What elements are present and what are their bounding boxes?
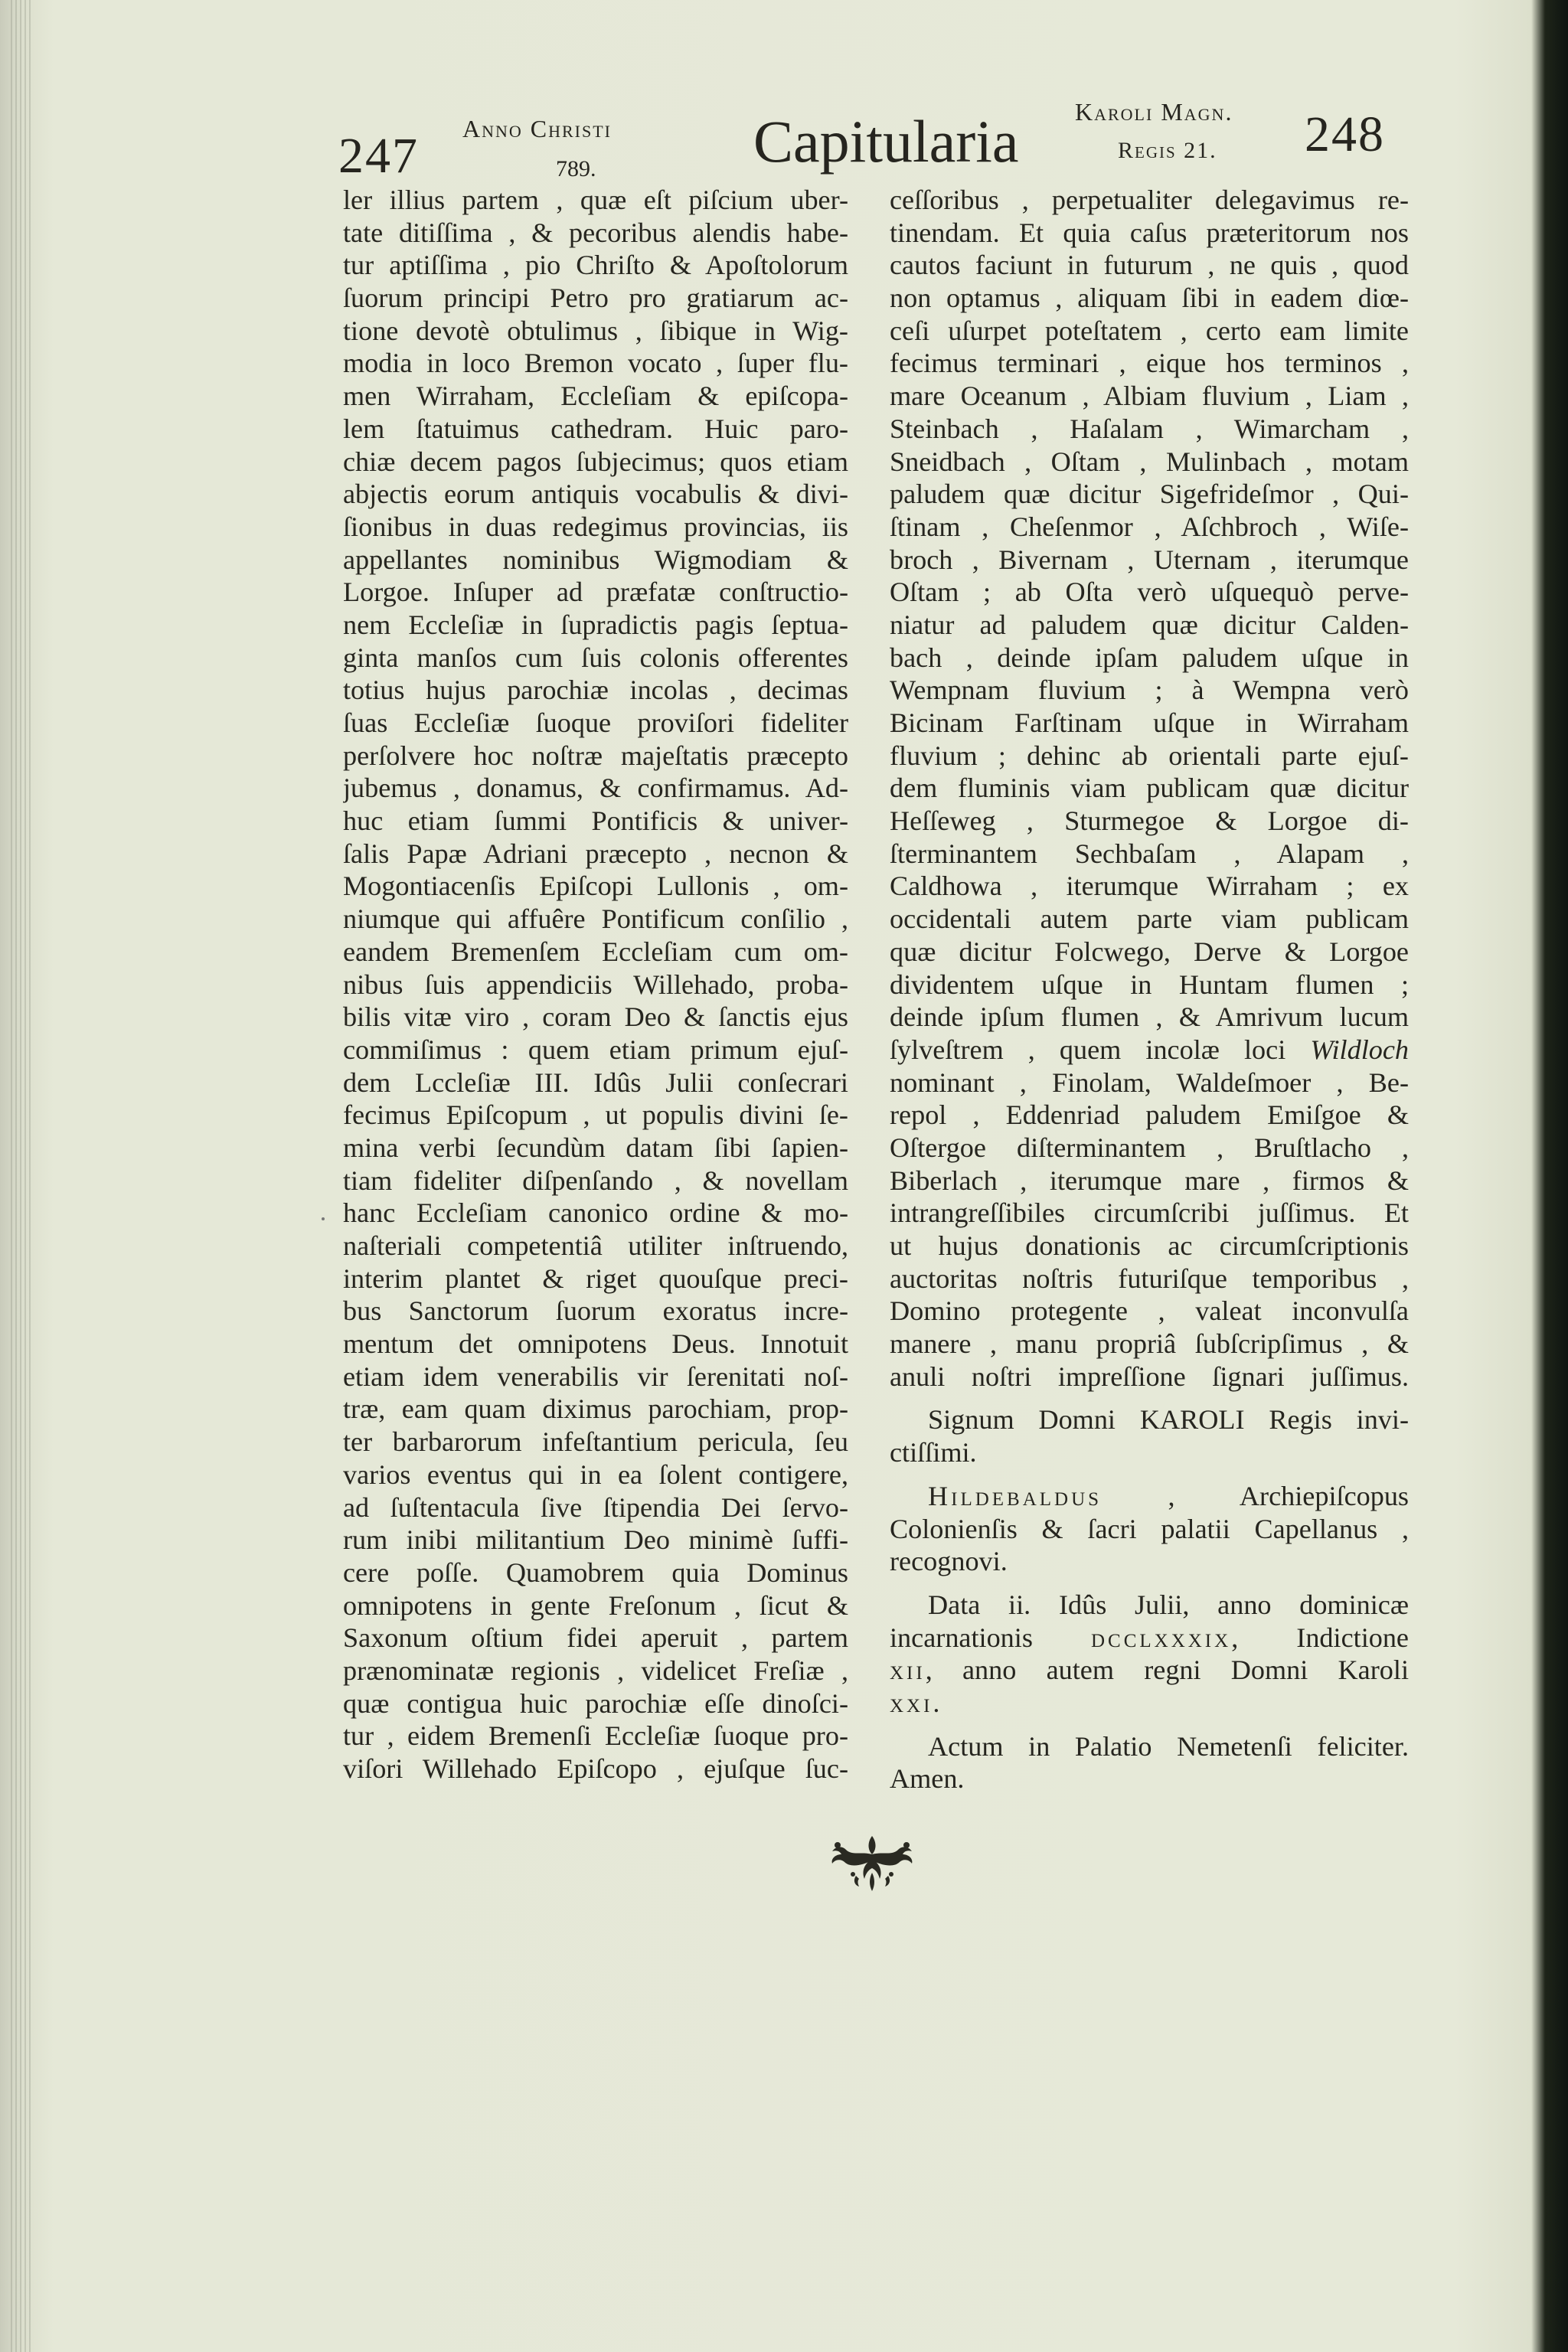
text-line: Sneidbach , Oſtam , Mulinbach , motam	[890, 446, 1409, 477]
text-line: totius hujus parochiæ incolas , decimas	[343, 675, 848, 706]
text-line: bach , deinde ipſam paludem uſque in	[890, 642, 1409, 673]
regnal-year-roman: xxi.	[890, 1687, 943, 1718]
text-line: Steinbach , Haſalam , Wimarcham ,	[890, 413, 1409, 444]
text-line: cere poſſe. Quamobrem quia Dominus	[343, 1557, 848, 1588]
text-line: ſuas Eccleſiæ ſuoque proviſori fideliter	[343, 707, 848, 738]
year-roman: dcclxxxix	[1090, 1622, 1232, 1653]
text-line: interim plantet & riget quouſque preci-	[343, 1263, 848, 1294]
paragraph-gap	[890, 1720, 1409, 1730]
text-line: træ, eam quam diximus parochiam, prop-	[343, 1393, 848, 1425]
running-title: Capitularia	[753, 108, 1019, 175]
text-line: deinde ipſum flumen , & Amrivum lucum	[890, 1001, 1409, 1033]
text-line: ter barbarorum infeſtantium pericula, ſeu	[343, 1426, 848, 1458]
text-line: paludem quæ dicitur Sigefrideſmor , Qui-	[890, 479, 1409, 510]
text-line: niumque qui affuêre Pontificum conſilio ,	[343, 903, 848, 935]
amen-text: Amen.	[890, 1763, 965, 1795]
text-line: tione devotè obtulimus , ſibique in Wig-	[343, 315, 848, 346]
text-line: dem fluminis viam publicam quæ dicitur	[890, 773, 1409, 804]
text-line: intrangreſſibiles circumſcribi juſſimus. Et	[890, 1197, 1409, 1229]
text-line: nem Eccleſiæ in ſupradictis pagis ſeptua-	[343, 609, 848, 640]
text-line: Saxonum oſtium fidei aperuit , partem	[343, 1622, 848, 1654]
text-line: Oſtergoe diſterminantem , Bruſtlacho ,	[890, 1132, 1409, 1163]
hildebaldus-line-2	[890, 1513, 1409, 1546]
hildebaldus-office: Colonienſis & ſacri palatii Capellanus ,	[890, 1513, 1409, 1544]
text-line: men Wirraham, Eccleſiam & epiſcopa-	[343, 381, 848, 412]
text-line: modia in loco Bremon vocato , ſuper flu-	[343, 348, 848, 379]
hildebaldus-line-3	[890, 1545, 1409, 1578]
paragraph-gap	[890, 1578, 1409, 1589]
text-line: mentum det omnipotens Deus. Innotuit	[343, 1328, 848, 1360]
text-line: tur aptiſſima , pio Chriſto & Apoſtolorum	[343, 250, 848, 281]
text-line: mare Oceanum , Albiam fluvium , Liam ,	[890, 381, 1409, 412]
text-line: nibus ſuis appendiciis Willehado, proba-	[343, 969, 848, 1000]
text-line: Domino protegente , valeat inconvulſa	[890, 1295, 1409, 1327]
text-line: ſterminantem Sechbaſam , Alapam ,	[890, 838, 1409, 869]
text-line: ſalis Papæ Adriani præcepto , necnon &	[343, 838, 848, 869]
text-line: chiæ decem pagos ſubjecimus; quos etiam	[343, 446, 848, 477]
text-line: ſtinam , Cheſenmor , Aſchbroch , Wiſe-	[890, 511, 1409, 542]
text-line: bus Sanctorum ſuorum exoratus incre-	[343, 1295, 848, 1327]
text-line: occidentali autem parte viam publicam	[890, 903, 1409, 935]
text-line: bilis vitæ viro , coram Deo & ſanctis ejus	[343, 1001, 848, 1033]
indictione-text: , Indictione	[1231, 1622, 1409, 1653]
text-line: Lorgoe. Inſuper ad præfatæ conſtructio-	[343, 577, 848, 608]
regni-text: , anno autem regni Domni Karoli	[925, 1655, 1409, 1686]
text-line: dividentem uſque in Huntam flumen ;	[890, 969, 1409, 1000]
hildebaldus-line	[890, 1480, 1409, 1513]
recognovi-text: recognovi.	[890, 1546, 1008, 1577]
running-header	[0, 0, 1568, 184]
text-line: hanc Eccleſiam canonico ordine & mo-	[343, 1197, 848, 1229]
left-page-number: 247	[338, 128, 419, 184]
text-line: jubemus , donamus, & confirmamus. Ad-	[343, 773, 848, 804]
text-line: Caldhowa , iterumque Wirraham ; ex	[890, 871, 1409, 902]
actum-line	[890, 1730, 1409, 1763]
text-line: ſionibus in duas redegimus provincias, iis	[343, 511, 848, 542]
text-line: eandem Bremenſem Eccleſiam cum om-	[343, 936, 848, 967]
text-line: broch , Bivernam , Uternam , iterumque	[890, 544, 1409, 575]
text-line: ceſi uſurpet poteſtatem , certo eam limite	[890, 315, 1409, 346]
text-line: Oſtam ; ab Oſta verò uſquequò perve-	[890, 577, 1409, 608]
text-line: fluvium ; dehinc ab orientali parte ejuſ-	[890, 740, 1409, 771]
data-text: Data ii. Idûs Julii, anno dominicæ	[928, 1589, 1409, 1620]
text-line: tate ditiſſima , & pecoribus alendis habe-	[343, 217, 848, 248]
signum-text-end: ctiſſimi.	[890, 1437, 977, 1468]
text-line: fecimus Epiſcopum , ut populis divini ſe-	[343, 1099, 848, 1131]
text-line: prænominatæ regionis , videlicet Freſiæ ,	[343, 1655, 848, 1686]
paragraph-gap	[890, 1393, 1409, 1403]
regis-label: Regis 21.	[1118, 138, 1217, 163]
data-line-2	[890, 1622, 1409, 1655]
text-line: ceſſoribus , perpetualiter delegavimus re-	[890, 185, 1409, 215]
actum-text: Actum in Palatio Nemetenſi feliciter.	[928, 1730, 1409, 1762]
text-line: ginta manſos cum ſuis colonis offerentes	[343, 642, 848, 673]
text-line: commiſimus : quem etiam primum ejuſ-	[343, 1034, 848, 1065]
text-line: tiam fideliter diſpenſando , & novellam	[343, 1165, 848, 1196]
text-line: Mogontiacenſis Epiſcopi Lullonis , om-	[343, 871, 848, 902]
hildebaldus-name: Hildebaldus	[928, 1480, 1102, 1511]
text-line: tur , eidem Bremenſi Eccleſiæ ſuoque pro-	[343, 1720, 848, 1752]
paragraph-gap	[890, 1469, 1409, 1480]
fleuron-ornament	[822, 1828, 922, 1897]
page-edge	[11, 0, 31, 2352]
text-line: niatur ad paludem quæ dicitur Calden-	[890, 609, 1409, 640]
signum-line	[890, 1403, 1409, 1436]
charter-text	[890, 184, 1409, 1403]
text-line: Bicinam Farſtinam uſque in Wirraham	[890, 707, 1409, 738]
text-line: lem ſtatuimus cathedram. Huic paro-	[343, 413, 848, 444]
anno-year: 789.	[556, 156, 596, 181]
text-line: tinendam. Et quia caſus præteritorum nos	[890, 217, 1409, 248]
incarnationis-text: incarnationis	[890, 1622, 1033, 1653]
text-line: varios eventus qui in ea ſolent contigere,	[343, 1459, 848, 1490]
text-line: mina verbi ſecundùm datam ſibi ſapien-	[343, 1132, 848, 1163]
text-line: auctoritas noſtris futuriſque temporibus ,	[890, 1263, 1409, 1294]
text-line: etiam idem venerabilis vir ſerenitati noſ-	[343, 1361, 848, 1392]
hildebaldus-title: , Archiepiſcopus	[1168, 1480, 1409, 1511]
text-line: nominant , Finolam, Waldeſmoer , Be-	[890, 1067, 1409, 1098]
text-line: appellantes nominibus Wigmodiam &	[343, 544, 848, 575]
right-page-number: 248	[1305, 106, 1385, 162]
data-line-4	[890, 1687, 1409, 1720]
text-line: cautos faciunt in futurum , ne quis , quod	[890, 250, 1409, 281]
text-line: ſuorum principi Petro pro gratiarum ac-	[343, 283, 848, 314]
data-line-3	[890, 1654, 1409, 1687]
text-line: quæ contigua huic parochiæ eſſe dinoſci-	[343, 1687, 848, 1719]
indiction-roman: xii	[890, 1655, 926, 1686]
king-label: Karoli Magn.	[1075, 98, 1233, 126]
text-line: ad ſuſtentacula ſive ſtipendia Dei ſervo-	[343, 1491, 848, 1523]
text-line: viſori Willehado Epiſcopo , ejuſque ſuc-	[343, 1753, 848, 1784]
left-text-column	[343, 184, 848, 1785]
actum-line-2	[890, 1762, 1409, 1795]
text-line: rum inibi militantium Deo minimè ſuffi-	[343, 1524, 848, 1556]
text-line: ut hujus donationis ac circumſcriptionis	[890, 1230, 1409, 1261]
text-fragment: ſylveſtrem , quem incolæ loci	[890, 1034, 1286, 1065]
text-line: non optamus , aliquam ſibi in eadem diœ-	[890, 283, 1409, 314]
text-line: abjectis eorum antiquis vocabulis & divi-	[343, 479, 848, 510]
text-line: ler illius partem , quæ eſt piſcium uber-	[343, 185, 848, 215]
paper-speck	[322, 1217, 325, 1220]
text-line: huc etiam ſummi Pontificis & univer-	[343, 805, 848, 837]
text-line: repol , Eddenriad paludem Emiſgoe &	[890, 1099, 1409, 1131]
text-line: perſolvere hoc noſtræ majeſtatis præcepto	[343, 740, 848, 771]
signum-line-2	[890, 1436, 1409, 1469]
data-line	[890, 1589, 1409, 1622]
text-line: omnipotens in gente Freſonum , ſicut &	[343, 1589, 848, 1621]
text-line: anuli noſtri impreſſione ſignari juſſimus.	[890, 1361, 1409, 1392]
signum-text: Signum Domni KAROLI Regis invi-	[928, 1404, 1409, 1436]
text-line: Heſſeweg , Sturmegoe & Lorgoe di-	[890, 805, 1409, 837]
text-line: fecimus terminari , eique hos terminos ,	[890, 348, 1409, 379]
text-line: Wempnam fluvium ; à Wempna verò	[890, 675, 1409, 706]
text-line: dem Lccleſiæ III. Idûs Julii conſecrari	[343, 1067, 848, 1098]
text-line: manere , manu propriâ ſubſcripſimus , &	[890, 1328, 1409, 1360]
text-line: Biberlach , iterumque mare , firmos &	[890, 1165, 1409, 1196]
text-line: quæ dicitur Folcwego, Derve & Lorgoe	[890, 936, 1409, 967]
anno-label: Anno Christi	[462, 115, 612, 142]
wildloch-italic: Wildloch	[1310, 1034, 1409, 1065]
text-line	[890, 1034, 1409, 1067]
text-line: naſteriali competentiâ utiliter inſtruendo,	[343, 1230, 848, 1261]
right-text-column	[890, 184, 1409, 1795]
